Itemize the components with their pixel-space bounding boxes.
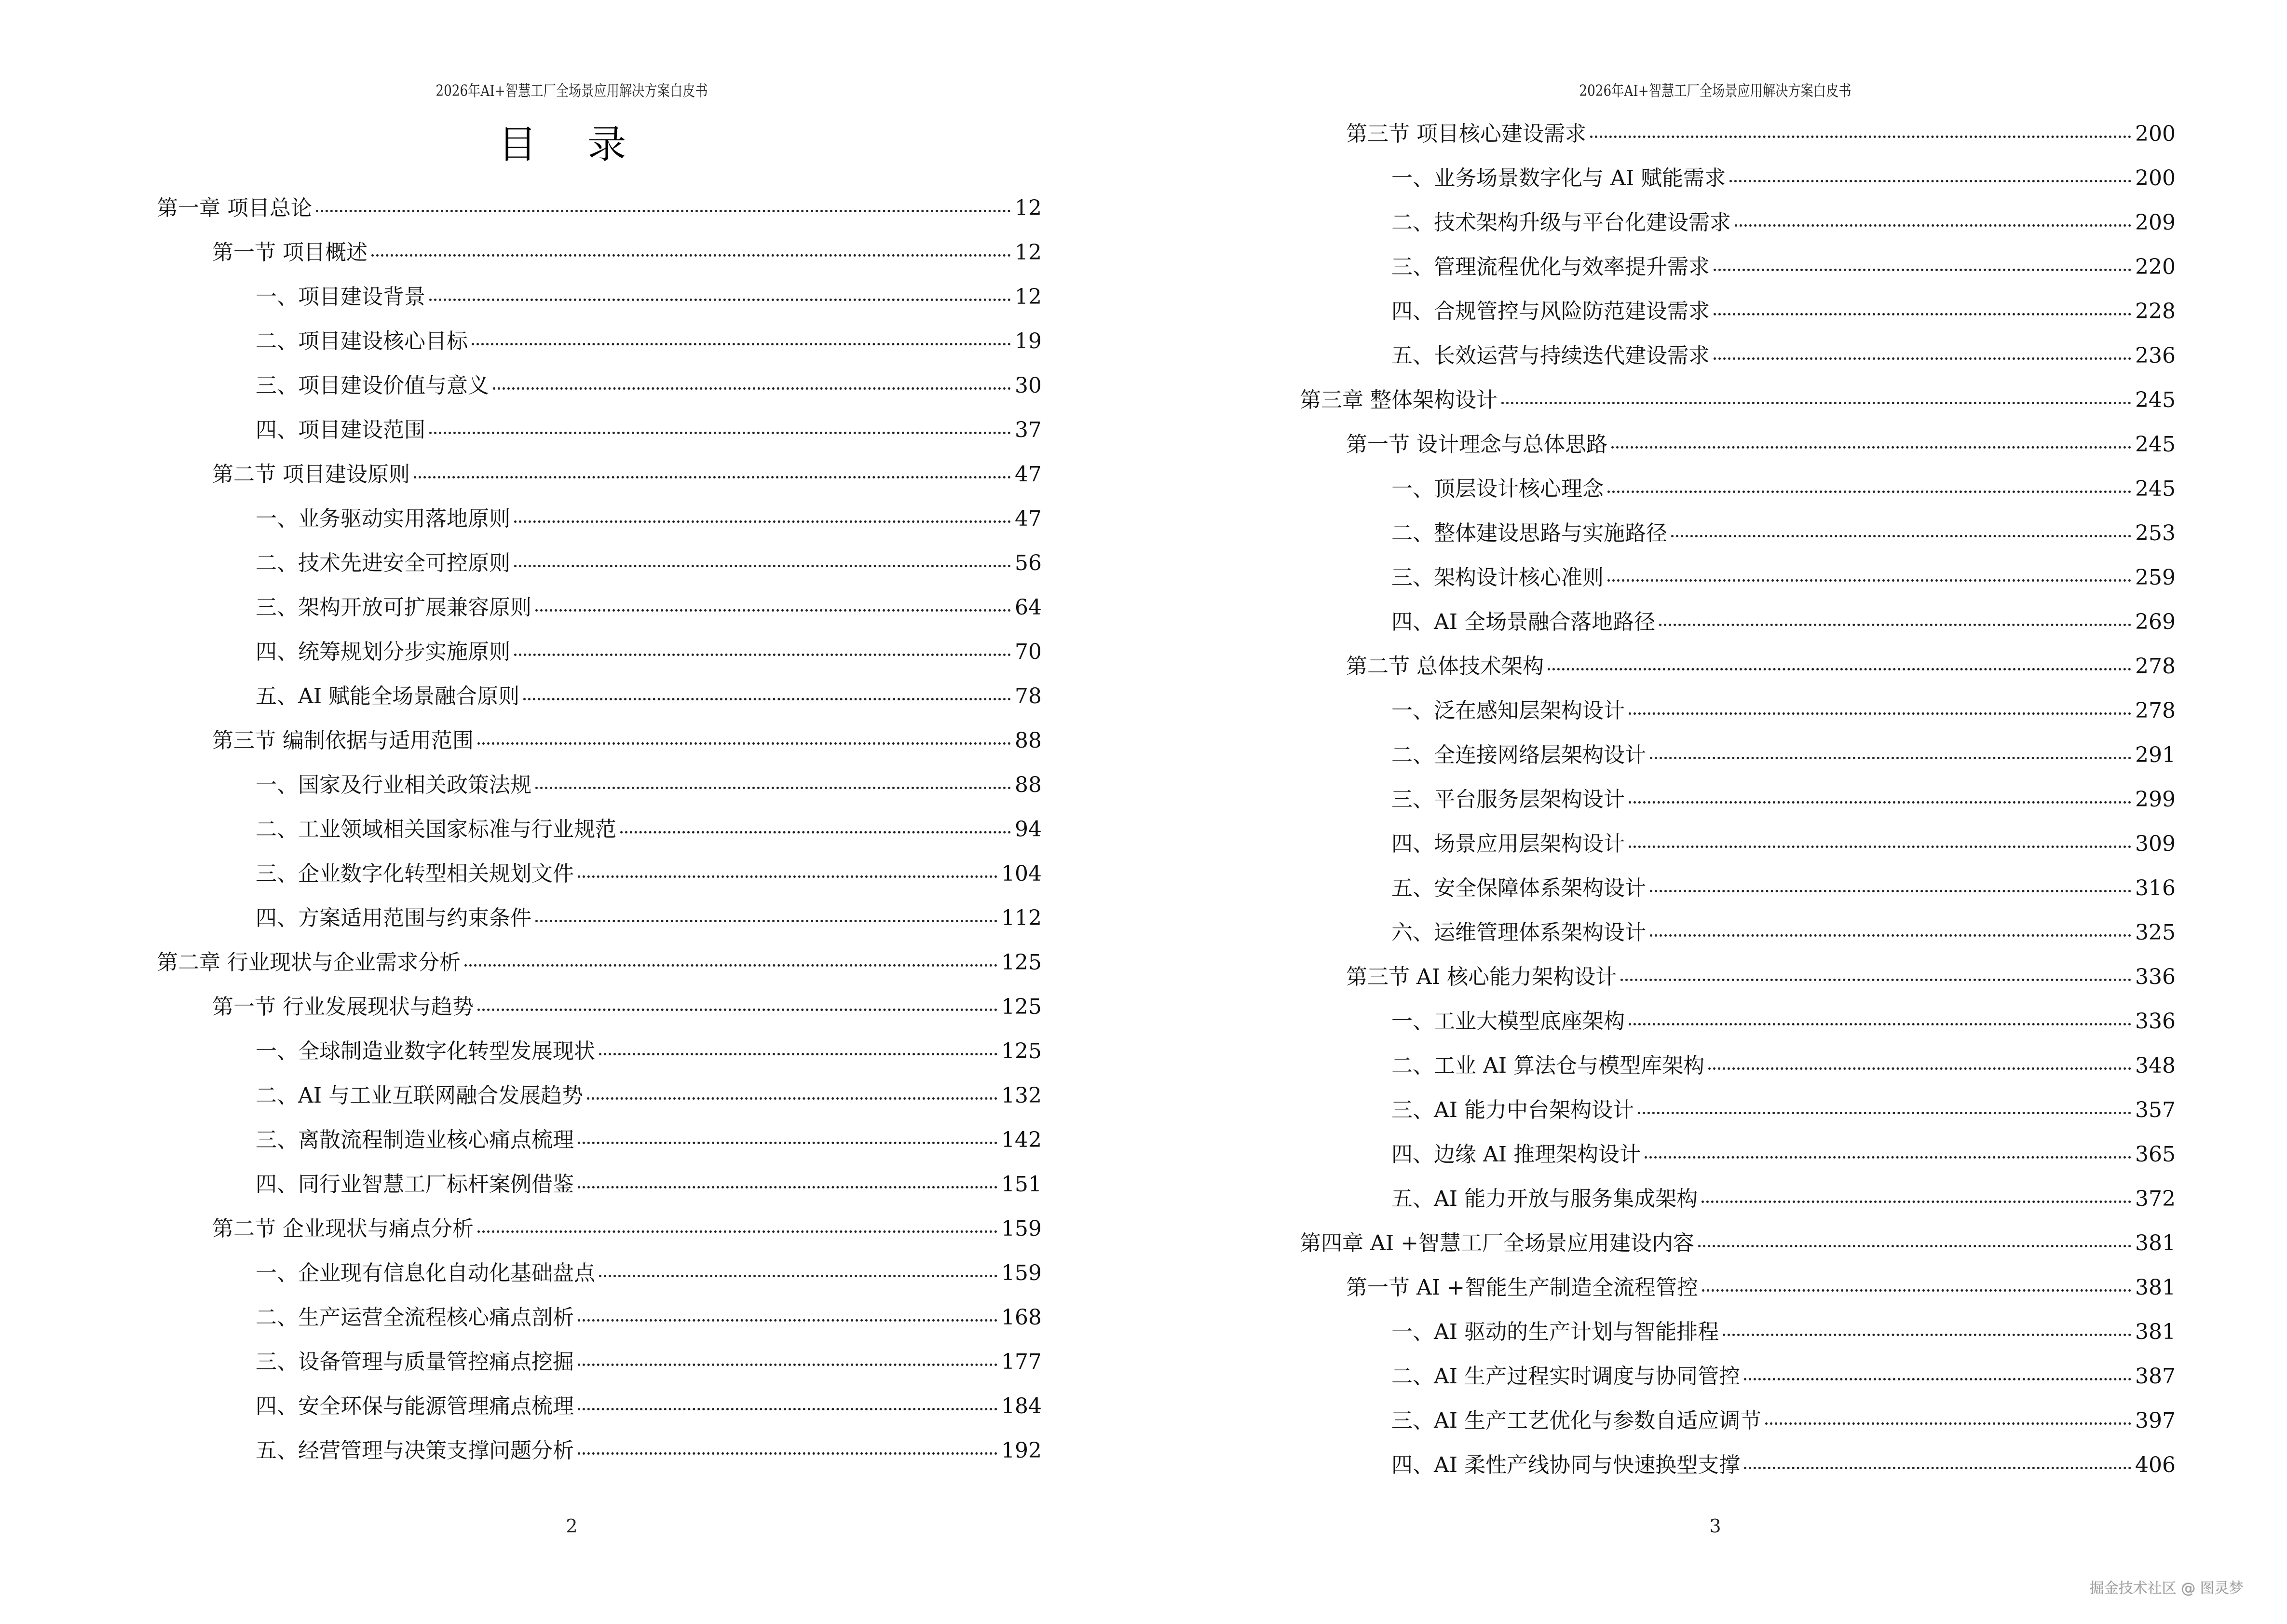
toc-subsection-entry[interactable] [1391,297,2176,326]
toc-entry-label: 第三节 项目核心建设需求 [1346,122,1586,146]
toc-subsection-entry[interactable] [256,1436,1042,1465]
dot-leader [578,875,997,878]
toc-subsection-entry[interactable] [1391,1451,2176,1480]
toc-entry-page: 348 [2135,1053,2176,1078]
toc-entry-label: 一、业务驱动实用落地原则 [256,506,510,531]
dot-leader [1744,1378,2131,1380]
toc-entry-label: 四、边缘 AI 推理架构设计 [1391,1142,1641,1167]
dot-leader [1744,1467,2131,1469]
toc-subsection-entry[interactable] [256,1348,1042,1377]
toc-section-entry[interactable] [212,726,1042,755]
toc-subsection-entry[interactable] [256,1303,1042,1332]
toc-entry-label: 第二章 行业现状与企业需求分析 [157,950,461,975]
toc-entry-page: 381 [2135,1275,2176,1300]
toc-subsection-entry[interactable] [256,371,1042,400]
toc-entry-page: 397 [2135,1408,2176,1433]
toc-subsection-entry[interactable] [256,860,1042,888]
toc-entry-label: 五、长效运营与持续迭代建设需求 [1391,343,1710,368]
dot-leader [1714,313,2131,315]
toc-entry-page: 88 [1015,773,1042,797]
toc-entry-label: 第一节 项目概述 [212,240,368,265]
toc-entry-page: 30 [1015,373,1042,398]
dot-leader [1714,269,2131,271]
toc-section-entry[interactable] [1346,963,2176,992]
dot-leader [1702,1201,2131,1203]
dot-leader [1650,757,2131,759]
toc-section-entry[interactable] [212,1215,1042,1243]
toc-entry-label: 二、工业领域相关国家标准与行业规范 [256,817,616,842]
toc-subsection-entry[interactable] [1391,341,2176,370]
toc-entry-label: 一、企业现有信息化自动化基础盘点 [256,1261,595,1285]
toc-section-entry[interactable] [212,993,1042,1022]
toc-entry-page: 56 [1015,551,1042,575]
toc-entry-label: 一、泛在感知层架构设计 [1391,698,1625,723]
toc-entry-page: 19 [1015,329,1042,354]
dot-leader [578,1142,997,1144]
toc-entry-page: 365 [2135,1142,2176,1167]
dot-leader [1590,136,2131,138]
toc-entry-label: 二、生产运营全流程核心痛点剖析 [256,1305,574,1330]
dot-leader [535,609,1011,612]
toc-entry-label: 五、经营管理与决策支撑问题分析 [256,1438,574,1463]
dot-leader [514,654,1011,656]
toc-chapter-entry[interactable] [1300,386,2176,415]
toc-subsection-entry[interactable] [1391,519,2176,548]
toc-entry-label: 三、企业数字化转型相关规划文件 [256,861,574,886]
page-number-right: 3 [1709,1515,1721,1537]
toc-entry-page: 78 [1015,684,1042,709]
dot-leader [578,1319,997,1322]
toc-subsection-entry[interactable] [256,1037,1042,1066]
dot-leader [1698,1245,2131,1247]
toc-entry-label: 一、全球制造业数字化转型发展现状 [256,1039,595,1064]
toc-subsection-entry[interactable] [256,549,1042,578]
toc-entry-page: 142 [1001,1128,1042,1152]
toc-entry-page: 309 [2135,832,2176,856]
toc-entry-label: 二、AI 生产过程实时调度与协同管控 [1391,1364,1741,1389]
toc-entry-label: 第二节 项目建设原则 [212,462,410,487]
toc-chapter-entry[interactable] [157,194,1042,223]
toc-entry-label: 二、AI 与工业互联网融合发展趋势 [256,1083,584,1108]
toc-entry-page: 37 [1015,418,1042,442]
toc-entry-page: 184 [1001,1394,1042,1419]
toc-entry-label: 第一节 设计理念与总体思路 [1346,432,1607,457]
toc-subsection-entry[interactable] [1391,1318,2176,1347]
toc-entry-label: 二、技术架构升级与平台化建设需求 [1391,210,1731,235]
toc-entry-page: 278 [2135,698,2176,723]
toc-subsection-entry[interactable] [256,638,1042,667]
toc-entry-label: 三、架构开放可扩展兼容原则 [256,595,531,620]
toc-entry-page: 125 [1001,1039,1042,1064]
toc-entry-label: 三、管理流程优化与效率提升需求 [1391,255,1710,279]
toc-entry-page: 192 [1001,1438,1042,1463]
toc-entry-label: 三、平台服务层架构设计 [1391,787,1625,812]
toc-entry-label: 第一节 AI +智能生产制造全流程管控 [1346,1275,1698,1300]
dot-leader [493,387,1011,390]
dot-leader [1629,846,2131,848]
toc-entry-page: 88 [1015,728,1042,753]
toc-entry-label: 第二节 总体技术架构 [1346,654,1544,679]
toc-subsection-entry[interactable] [256,904,1042,933]
toc-entry-page: 278 [2135,654,2176,679]
toc-entry-label: 三、项目建设价值与意义 [256,373,489,398]
toc-subsection-entry[interactable] [1391,164,2176,193]
toc-entry-label: 二、工业 AI 算法仓与模型库架构 [1391,1053,1705,1078]
toc-subsection-entry[interactable] [1391,696,2176,725]
toc-entry-page: 357 [2135,1098,2176,1122]
running-header: 2026年AI+智慧工厂全场景应用解决方案白皮书 [1579,82,1851,100]
toc-title: 目 录 [498,122,646,167]
toc-entry-label: 四、项目建设范围 [256,418,425,442]
dot-leader [1714,357,2131,360]
toc-entry-page: 336 [2135,1009,2176,1034]
toc-entry-page: 47 [1015,506,1042,531]
dot-leader [429,299,1011,301]
toc-entry-page: 200 [2135,166,2176,191]
toc-entry-label: 五、AI 能力开放与服务集成架构 [1391,1187,1698,1211]
toc-entry-label: 四、合规管控与风险防范建设需求 [1391,299,1710,324]
dot-leader [514,520,1011,523]
toc-entry-page: 12 [1015,285,1042,309]
dot-leader [599,1275,997,1277]
dot-leader [1650,890,2131,892]
dot-leader [587,1097,997,1100]
dot-leader [1611,446,2131,449]
dot-leader [535,920,997,922]
dot-leader [1548,668,2131,670]
toc-subsection-entry[interactable] [1391,1140,2176,1169]
dot-leader [1607,579,2131,582]
toc-entry-page: 200 [2135,122,2176,146]
toc-entry-page: 245 [2135,388,2176,412]
toc-entry-page: 168 [1001,1305,1042,1330]
toc-entry-page: 269 [2135,610,2176,634]
toc-entry-page: 112 [1001,906,1042,930]
toc-subsection-entry[interactable] [1391,1406,2176,1435]
dot-leader [472,343,1011,345]
dot-leader [1765,1422,2131,1425]
toc-entry-page: 151 [1001,1172,1042,1197]
toc-entry-page: 245 [2135,477,2176,501]
toc-section-entry[interactable] [1346,120,2176,149]
toc-entry-page: 336 [2135,965,2176,989]
toc-subsection-entry[interactable] [1391,785,2176,814]
toc-entry-label: 五、安全保障体系架构设计 [1391,876,1646,901]
toc-entry-page: 104 [1001,861,1042,886]
toc-entry-page: 387 [2135,1364,2176,1389]
toc-entry-label: 一、顶层设计核心理念 [1391,477,1604,501]
toc-entry-label: 一、工业大模型底座架构 [1391,1009,1625,1034]
dot-leader [1607,491,2131,493]
toc-entry-page: 159 [1001,1216,1042,1241]
toc-entry-page: 177 [1001,1350,1042,1374]
toc-subsection-entry[interactable] [1391,253,2176,282]
dot-leader [1659,624,2131,626]
dot-leader [1671,535,2131,537]
toc-entry-page: 236 [2135,343,2176,368]
toc-entry-label: 四、同行业智慧工厂标杆案例借鉴 [256,1172,574,1197]
toc-entry-label: 三、设备管理与质量管控痛点挖掘 [256,1350,574,1374]
toc-subsection-entry[interactable] [1391,1007,2176,1036]
dot-leader [1708,1067,2131,1070]
toc-entry-label: 四、场景应用层架构设计 [1391,832,1625,856]
toc-entry-page: 291 [2135,743,2176,767]
toc-entry-label: 第一节 行业发展现状与趋势 [212,995,474,1019]
dot-leader [1650,934,2131,937]
toc-entry-label: 第一章 项目总论 [157,196,312,220]
dot-leader [578,1408,997,1410]
dot-leader [578,1186,997,1188]
toc-subsection-entry[interactable] [1391,918,2176,947]
dot-leader [1501,402,2131,404]
toc-subsection-entry[interactable] [1391,608,2176,637]
toc-entry-page: 132 [1001,1083,1042,1108]
toc-entry-page: 94 [1015,817,1042,842]
toc-subsection-entry[interactable] [256,1126,1042,1155]
toc-entry-label: 四、AI 柔性产线协同与快速换型支撑 [1391,1453,1741,1477]
toc-section-entry[interactable] [1346,430,2176,459]
toc-entry-label: 四、AI 全场景融合落地路径 [1391,610,1656,634]
toc-entry-page: 299 [2135,787,2176,812]
toc-entry-label: 一、项目建设背景 [256,285,425,309]
dot-leader [477,1230,997,1233]
toc-entry-page: 406 [2135,1453,2176,1477]
toc-entry-page: 125 [1001,995,1042,1019]
toc-entry-label: 第二节 企业现状与痛点分析 [212,1216,474,1241]
dot-leader [523,698,1011,700]
dot-leader [620,831,1011,833]
toc-subsection-entry[interactable] [1391,1185,2176,1214]
toc-entry-page: 253 [2135,521,2176,546]
toc-subsection-entry[interactable] [1391,1051,2176,1080]
toc-subsection-entry[interactable] [1391,874,2176,903]
toc-subsection-entry[interactable] [1391,741,2176,770]
toc-entry-label: 四、统筹规划分步实施原则 [256,640,510,664]
toc-subsection-entry[interactable] [256,1170,1042,1199]
toc-entry-label: 三、AI 生产工艺优化与参数自适应调节 [1391,1408,1762,1433]
toc-subsection-entry[interactable] [1391,208,2176,237]
toc-entry-page: 381 [2135,1320,2176,1344]
toc-subsection-entry[interactable] [256,416,1042,445]
dot-leader [1638,1112,2131,1114]
dot-leader [477,1009,997,1011]
toc-chapter-entry[interactable] [1300,1229,2176,1258]
toc-subsection-entry[interactable] [1391,1362,2176,1391]
toc-entry-label: 二、整体建设思路与实施路径 [1391,521,1667,546]
dot-leader [1735,224,2131,227]
dot-leader [578,1364,997,1366]
toc-subsection-entry[interactable] [1391,475,2176,504]
dot-leader [1723,1334,2131,1336]
dot-leader [1629,712,2131,715]
dot-leader [1645,1156,2131,1159]
dot-leader [429,432,1011,434]
page-number-left: 2 [566,1515,578,1537]
toc-subsection-entry[interactable] [1391,830,2176,859]
toc-entry-page: 47 [1015,462,1042,487]
watermark: 掘金技术社区 @ 图灵梦 [2089,1580,2244,1597]
toc-entry-label: 第四章 AI +智慧工厂全场景应用建设内容 [1300,1231,1694,1256]
toc-entry-page: 220 [2135,255,2176,279]
right-page [1144,0,2287,1624]
toc-entry-page: 159 [1001,1261,1042,1285]
toc-entry-page: 316 [2135,876,2176,901]
dot-leader [414,476,1011,478]
dot-leader [514,565,1011,567]
toc-entry-label: 二、全连接网络层架构设计 [1391,743,1646,767]
toc-entry-page: 259 [2135,565,2176,590]
dot-leader [464,964,997,967]
toc-chapter-entry[interactable] [157,948,1042,977]
toc-entry-label: 三、离散流程制造业核心痛点梳理 [256,1128,574,1152]
dot-leader [535,787,1011,789]
dot-leader [599,1053,997,1055]
toc-entry-page: 372 [2135,1187,2176,1211]
toc-entry-page: 70 [1015,640,1042,664]
dot-leader [1729,180,2131,182]
toc-entry-page: 12 [1015,240,1042,265]
toc-entry-page: 245 [2135,432,2176,457]
toc-entry-label: 三、架构设计核心准则 [1391,565,1604,590]
toc-entry-label: 四、方案适用范围与约束条件 [256,906,531,930]
toc-section-entry[interactable] [1346,1273,2176,1302]
toc-section-entry[interactable] [212,238,1042,267]
toc-entry-label: 五、AI 赋能全场景融合原则 [256,684,520,709]
toc-subsection-entry[interactable] [1391,1096,2176,1125]
toc-entry-page: 125 [1001,950,1042,975]
toc-subsection-entry[interactable] [1391,563,2176,592]
toc-entry-page: 381 [2135,1231,2176,1256]
dot-leader [1702,1289,2131,1292]
toc-entry-label: 二、项目建设核心目标 [256,329,468,354]
dot-leader [371,254,1011,257]
toc-subsection-entry[interactable] [256,682,1042,711]
toc-section-entry[interactable] [212,460,1042,489]
toc-entry-page: 325 [2135,920,2176,945]
toc-entry-label: 第三节 AI 核心能力架构设计 [1346,965,1617,989]
toc-entry-label: 一、国家及行业相关政策法规 [256,773,531,797]
toc-subsection-entry[interactable] [256,505,1042,533]
toc-entry-label: 三、AI 能力中台架构设计 [1391,1098,1634,1122]
dot-leader [578,1452,997,1455]
toc-subsection-entry[interactable] [256,1259,1042,1288]
toc-subsection-entry[interactable] [256,593,1042,622]
toc-entry-label: 四、安全环保与能源管理痛点梳理 [256,1394,574,1419]
toc-entry-label: 二、技术先进安全可控原则 [256,551,510,575]
toc-entry-label: 六、运维管理体系架构设计 [1391,920,1646,945]
running-header: 2026年AI+智慧工厂全场景应用解决方案白皮书 [436,82,708,100]
dot-leader [1629,1023,2131,1025]
toc-subsection-entry[interactable] [256,327,1042,356]
toc-subsection-entry[interactable] [256,1081,1042,1110]
toc-entry-label: 第三节 编制依据与适用范围 [212,728,474,753]
toc-entry-page: 12 [1015,196,1042,220]
toc-entry-label: 一、业务场景数字化与 AI 赋能需求 [1391,166,1726,191]
toc-section-entry[interactable] [1346,652,2176,681]
toc-subsection-entry[interactable] [256,1392,1042,1421]
dot-leader [1629,801,2131,804]
toc-subsection-entry[interactable] [256,771,1042,800]
dot-leader [316,210,1011,212]
toc-entry-label: 一、AI 驱动的生产计划与智能排程 [1391,1320,1719,1344]
toc-subsection-entry[interactable] [256,815,1042,844]
toc-entry-page: 64 [1015,595,1042,620]
dot-leader [1620,979,2131,981]
toc-subsection-entry[interactable] [256,283,1042,312]
toc-entry-page: 209 [2135,210,2176,235]
toc-entry-page: 228 [2135,299,2176,324]
dot-leader [477,742,1011,745]
toc-entry-label: 第三章 整体架构设计 [1300,388,1497,412]
